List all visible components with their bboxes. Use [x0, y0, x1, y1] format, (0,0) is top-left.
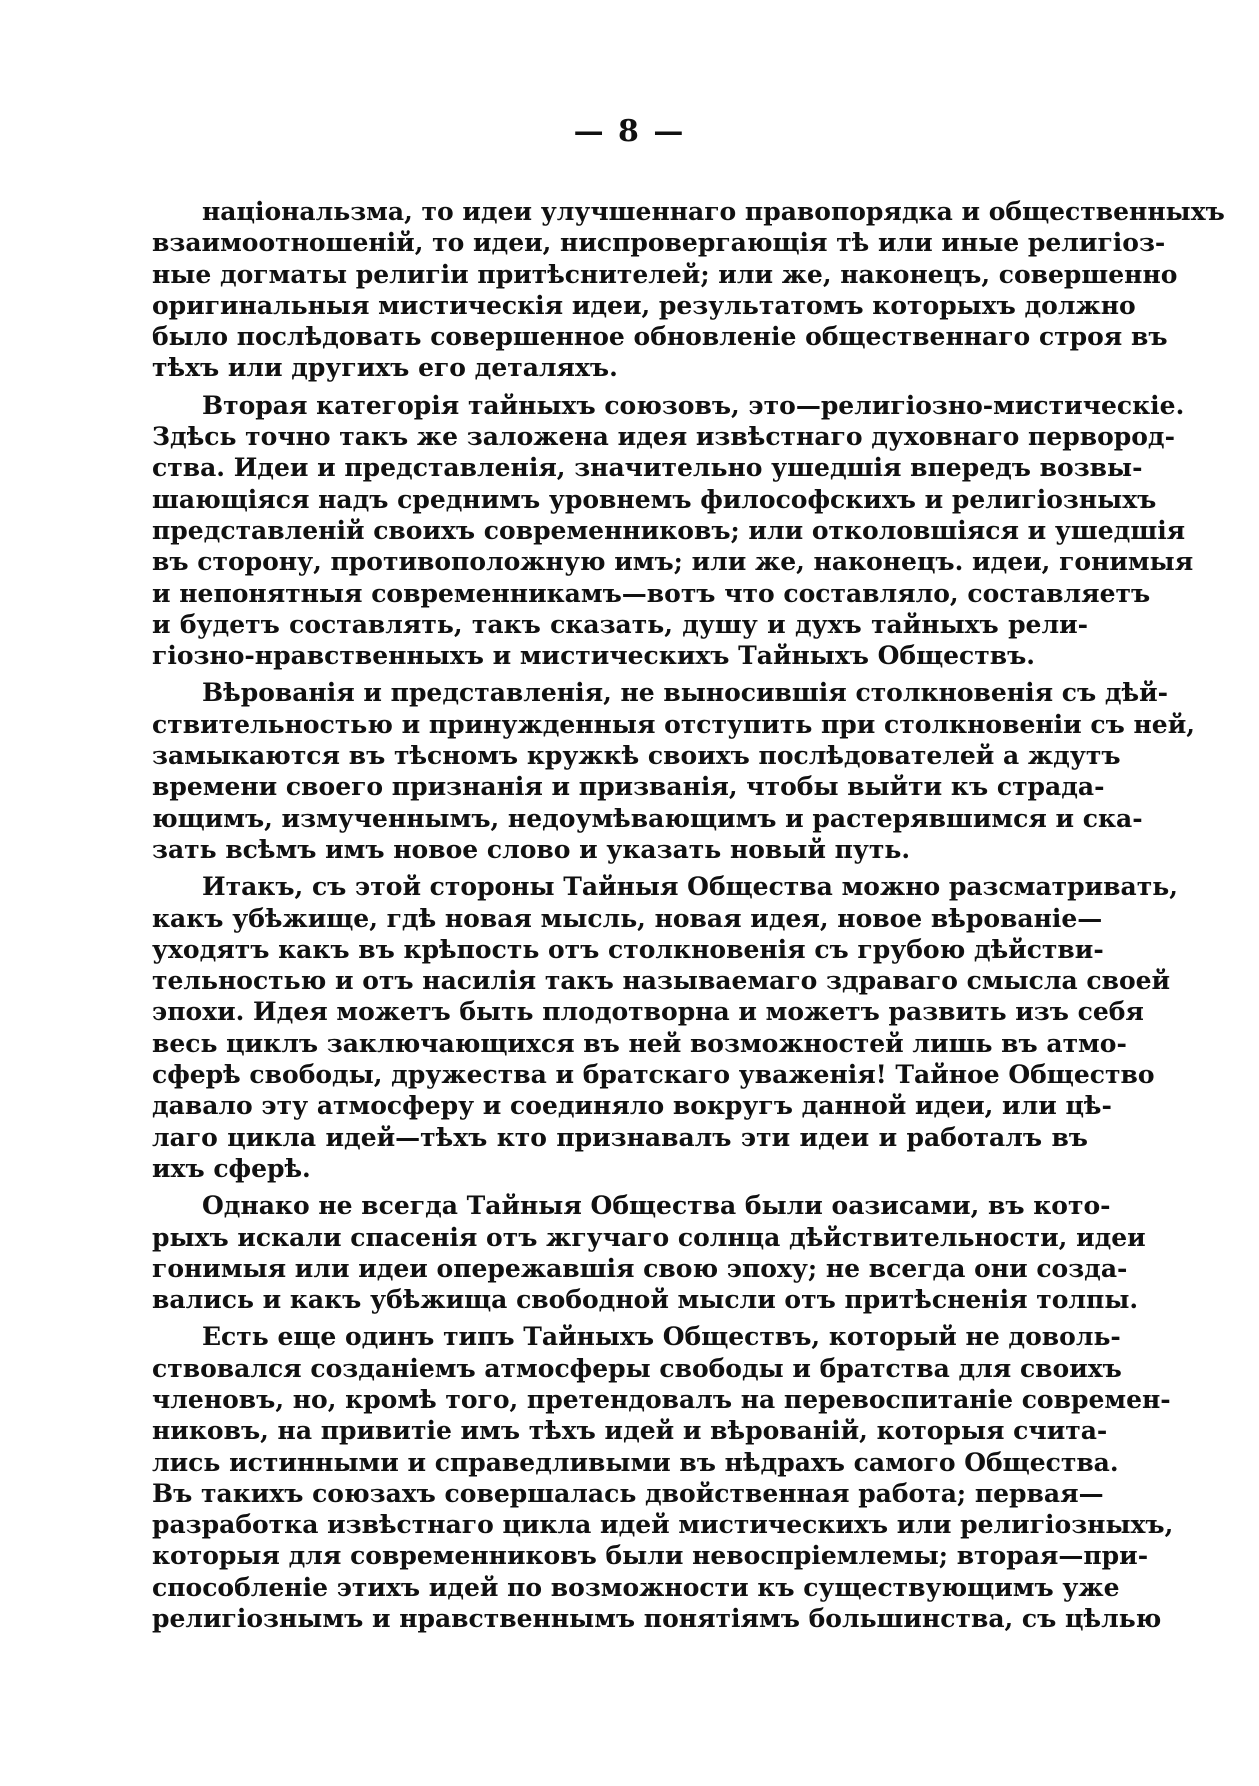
text-line: какъ убѣжище, гдѣ новая мысль, новая идея, новое вѣрованіе—: [152, 903, 1103, 933]
text-line: шающіяся надъ среднимъ уровнемъ философскихъ и религіозныхъ: [152, 484, 1157, 514]
text-line: тельностью и отъ насилія такъ называемаго здраваго смысла своей: [152, 966, 1171, 996]
text-line: ствительностью и принужденныя отступить при столкновеніи съ ней,: [152, 709, 1195, 739]
text-line: давало эту атмосферу и соединяло вокругъ данной идеи, или цѣ-: [152, 1091, 1112, 1121]
text-line: было послѣдовать совершенное обновленіе общественнаго строя въ: [152, 322, 1168, 352]
text-line: ихъ сферѣ.: [152, 1153, 311, 1183]
text-line: лаго цикла идей—тѣхъ кто признавалъ эти идеи и работалъ въ: [152, 1122, 1088, 1152]
text-line: зать всѣмъ имъ новое слово и указать новый путь.: [152, 834, 911, 864]
text-line: времени своего признанія и призванія, чтобы выйти къ страда-: [152, 772, 1105, 802]
text-line: Итакъ, съ этой стороны Тайныя Общества можно разсматривать,: [202, 872, 1178, 902]
text-line: гонимыя или идеи опережавшія свою эпоху; не всегда они созда-: [152, 1253, 1128, 1283]
text-line: уходятъ какъ въ крѣпость отъ столкновенія съ грубою дѣйстви-: [152, 934, 1104, 964]
text-line: разработка извѣстнаго цикла идей мистическихъ или религіозныхъ,: [152, 1510, 1174, 1540]
text-line: ные догматы религіи притѣснителей; или же, наконецъ, совершенно: [152, 259, 1178, 289]
text-line: лись истинными и справедливыми въ нѣдрахъ самого Общества.: [152, 1447, 1119, 1477]
text-line: способленіе этихъ идей по возможности къ существующимъ уже: [152, 1572, 1120, 1602]
text-line: и непонятныя современникамъ—вотъ что составляло, составляетъ: [152, 578, 1151, 608]
text-line: Въ такихъ союзахъ совершалась двойственная работа; первая—: [152, 1478, 1104, 1508]
text-line: которыя для современниковъ были невоспріемлемы; вторая—при-: [152, 1541, 1149, 1571]
text-line: національзма, то идеи улучшеннаго правопорядка и общественныхъ: [202, 197, 1225, 226]
text-line: оригинальныя мистическія идеи, результатомъ которыхъ должно: [152, 290, 1136, 320]
text-line: вались и какъ убѣжища свободной мысли отъ притѣсненія толпы.: [152, 1285, 1139, 1315]
text-line: Есть еще одинъ типъ Тайныхъ Обществъ, который не доволь-: [202, 1322, 1121, 1352]
text-line: членовъ, но, кромѣ того, претендовалъ на перевоспитаніе современ-: [152, 1384, 1171, 1414]
body-text: [152, 196, 1225, 1640]
text-line: и будетъ составлять, такъ сказать, душу и духъ тайныхъ рели-: [152, 609, 1088, 639]
text-line: гіозно-нравственныхъ и мистическихъ Тайныхъ Обществъ.: [152, 641, 1036, 671]
text-line: Здѣсь точно такъ же заложена идея извѣстнаго духовнаго первород-: [152, 422, 1175, 452]
text-line: ства. Идеи и представленія, значительно ушедшія впередъ возвы-: [152, 453, 1143, 483]
text-line: ствовался созданіемъ атмосферы свободы и братства для своихъ: [152, 1353, 1122, 1383]
text-line: тѣхъ или другихъ его деталяхъ.: [152, 353, 618, 383]
paragraph: [152, 196, 1225, 384]
text-line: въ сторону, противоположную имъ; или же, наконецъ. идеи, гонимыя: [152, 547, 1194, 577]
text-line: представленій своихъ современниковъ; или отколовшіяся и ушедшія: [152, 515, 1186, 545]
text-line: рыхъ искали спасенія отъ жгучаго солнца дѣйствительности, идеи: [152, 1222, 1146, 1252]
page-number: — 8 —: [573, 114, 686, 149]
text-line: религіознымъ и нравственнымъ понятіямъ большинства, съ цѣлью: [152, 1604, 1162, 1634]
paragraph: [152, 1190, 1146, 1315]
text-line: весь циклъ заключающихся въ ней возможностей лишь въ атмо-: [152, 1028, 1127, 1058]
paragraph: [152, 390, 1194, 672]
text-line: замыкаются въ тѣсномъ кружкѣ своихъ послѣдователей а ждутъ: [152, 741, 1121, 771]
text-line: Вторая категорія тайныхъ союзовъ, это—религіозно-мистическіе.: [202, 390, 1185, 420]
text-line: взаимоотношеній, то идеи, ниспровергающія тѣ или иные религіоз-: [152, 228, 1166, 258]
paragraph: [152, 1321, 1174, 1634]
text-line: ющимъ, измученнымъ, недоумѣвающимъ и растерявшимся и ска-: [152, 803, 1143, 833]
text-line: никовъ, на привитіе имъ тѣхъ идей и вѣрованій, которыя счита-: [152, 1416, 1108, 1446]
text-line: сферѣ свободы, дружества и братскаго уваженія! Тайное Общество: [152, 1060, 1155, 1090]
paragraph: [152, 677, 1195, 865]
paragraph: [152, 871, 1178, 1184]
text-line: Вѣрованія и представленія, не выносившія столкновенія съ дѣй-: [202, 678, 1169, 708]
text-line: Однако не всегда Тайныя Общества были оазисами, въ кото-: [202, 1191, 1111, 1221]
text-line: эпохи. Идея можетъ быть плодотворна и можетъ развить изъ себя: [152, 997, 1144, 1027]
